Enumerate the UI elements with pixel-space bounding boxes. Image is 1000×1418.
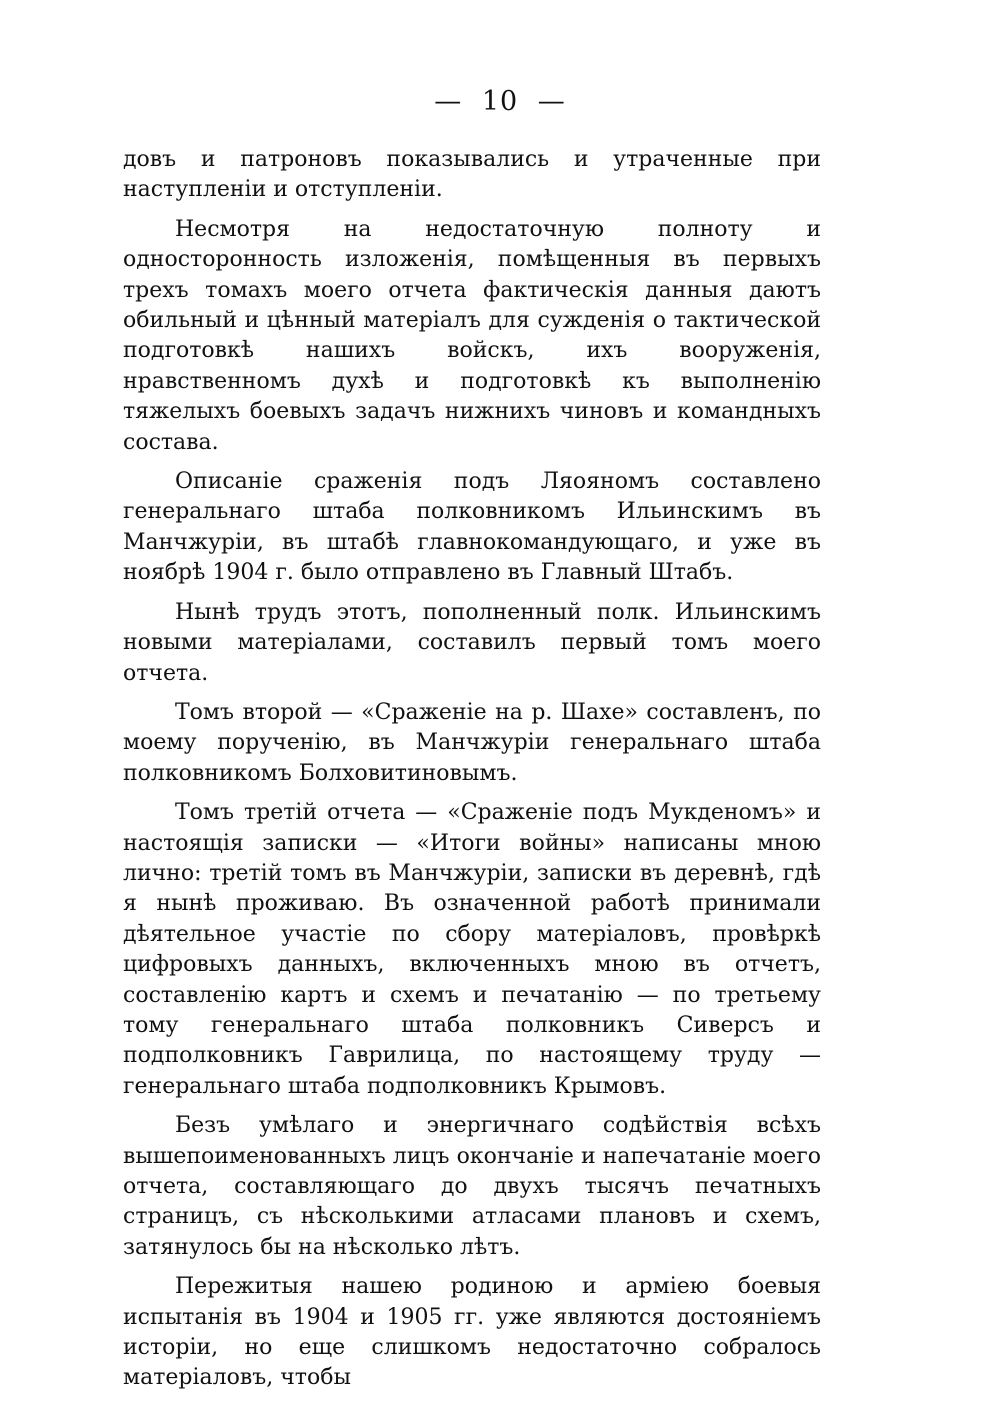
paragraph-2: Несмотря на недостаточную полноту и односторонность изложенія, помѣщенныя въ первыхъ трехъ томахъ моего отчета фактическія данныя даютъ обильный и цѣнный матеріалъ для сужденія о тактической подготовкѣ нашихъ войскъ, ихъ вооруженія, нравственномъ духѣ и подготовкѣ къ выполненію тяжелыхъ боевыхъ задачъ нижнихъ чиновъ и командныхъ состава. [123, 216, 821, 455]
paragraph-4: Нынѣ трудъ этотъ, пополненный полк. Ильинскимъ новыми матеріалами, составилъ первый томъ моего отчета. [123, 599, 821, 686]
paragraph-1: довъ и патроновъ показывались и утраченные при наступленіи и отступленіи. [123, 147, 821, 203]
body-text [123, 145, 821, 1403]
paragraph-7: Безъ умѣлаго и энергичнаго содѣйствія всѣхъ вышепоименованныхъ лицъ окончаніе и напечатаніе моего отчета, составляющаго до двухъ тысячъ печатныхъ страницъ, съ нѣсколькими атласами плановъ и схемъ, затянулось бы на нѣсколько лѣтъ. [123, 1113, 821, 1260]
paragraph-8: Пережитыя нашею родиною и арміею боевыя испытанія въ 1904 и 1905 гг. уже являются достояніемъ исторіи, но еще слишкомъ недостаточно собралось матеріаловъ, чтобы [123, 1274, 821, 1391]
paragraph-5: Томъ второй — «Сраженіе на р. Шахе» составленъ, по моему порученію, въ Манчжуріи генеральнаго штаба полковникомъ Болховитиновымъ. [123, 699, 821, 786]
paragraph-6: Томъ третій отчета — «Сраженіе подъ Мукденомъ» и настоящія записки — «Итоги войны» написаны мною лично: третій томъ въ Манчжуріи, записки въ деревнѣ, гдѣ я нынѣ проживаю. Въ означенной работѣ принимали дѣятельное участіе по сбору матеріаловъ, провѣркѣ цифровыхъ данныхъ, включенныхъ мною въ отчетъ, составленію картъ и схемъ и печатанію — по третьему тому генеральнаго штаба полковникъ Сиверсъ и подполковникъ Гаврилица, по настоящему труду — генеральнаго штаба подполковникъ Крымовъ. [123, 800, 821, 1099]
page-number: — 10 — [434, 86, 566, 117]
paragraph-3: Описаніе сраженія подъ Ляояномъ составлено генеральнаго штаба полковникомъ Ильинскимъ въ Манчжуріи, въ штабѣ главнокомандующаго, и уже въ ноябрѣ 1904 г. было отправлено въ Главный Штабъ. [123, 469, 821, 586]
